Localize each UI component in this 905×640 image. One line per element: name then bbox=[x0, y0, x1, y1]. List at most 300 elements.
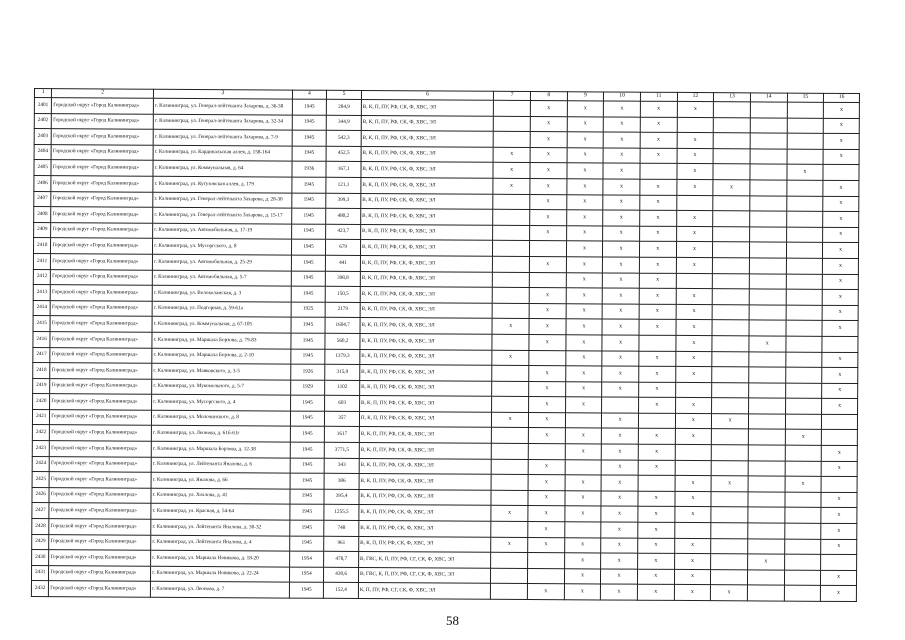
mark-cell-col-8: х bbox=[528, 475, 565, 491]
works-cell: К, П, ПУ, РФ, СГ, СК, Ф, ХВС, ЭЛ bbox=[358, 583, 490, 599]
mark-cell-col-16: х bbox=[823, 134, 859, 150]
mark-cell-col-8: х bbox=[529, 303, 566, 319]
mark-cell-col-12: х bbox=[674, 569, 711, 585]
row-number: 2415 bbox=[33, 316, 50, 332]
row-number: 2419 bbox=[33, 378, 50, 394]
mark-cell-col-9: х bbox=[567, 101, 604, 117]
mark-cell-col-7 bbox=[491, 475, 528, 491]
mark-cell-col-14 bbox=[747, 570, 784, 586]
mark-cell-col-8: х bbox=[529, 288, 566, 304]
mark-cell-col-14 bbox=[749, 367, 786, 383]
row-number: 2411 bbox=[33, 253, 50, 269]
district-cell: Городской округ «Город Калининград» bbox=[49, 534, 151, 550]
mark-cell-col-11: х bbox=[640, 101, 677, 117]
mark-cell-col-7: х bbox=[493, 147, 530, 163]
area-cell: 452,5 bbox=[326, 146, 361, 162]
mark-cell-col-15 bbox=[785, 352, 822, 368]
district-cell: Городской округ «Город Калининград» bbox=[49, 456, 151, 472]
mark-cell-col-14 bbox=[748, 538, 785, 554]
mark-cell-col-10: х bbox=[601, 569, 638, 585]
row-number: 2418 bbox=[33, 363, 50, 379]
district-cell: Городской округ «Город Калининград» bbox=[50, 363, 152, 379]
column-header-8: 8 bbox=[530, 92, 567, 101]
mark-cell-col-12: х bbox=[677, 164, 714, 180]
mark-cell-col-9: х bbox=[566, 303, 603, 319]
mark-cell-col-10: х bbox=[603, 163, 640, 179]
mark-cell-col-15 bbox=[786, 180, 823, 196]
mark-cell-col-15 bbox=[784, 570, 821, 586]
mark-cell-col-8: х bbox=[529, 397, 566, 413]
mark-cell-col-12 bbox=[675, 382, 712, 398]
area-cell: 441 bbox=[326, 255, 361, 271]
mark-cell-col-9: х bbox=[564, 553, 601, 569]
mark-cell-col-13 bbox=[713, 211, 750, 227]
mark-cell-col-13 bbox=[713, 258, 750, 274]
mark-cell-col-16: х bbox=[821, 523, 857, 539]
mark-cell-col-10: х bbox=[602, 335, 639, 351]
mark-cell-col-15 bbox=[785, 492, 822, 508]
column-header-11: 11 bbox=[640, 92, 677, 101]
mark-cell-col-11 bbox=[638, 413, 675, 429]
mark-cell-col-11: х bbox=[640, 195, 677, 211]
mark-cell-col-8: х bbox=[530, 194, 567, 210]
mark-cell-col-10: х bbox=[603, 210, 640, 226]
mark-cell-col-10: х bbox=[603, 257, 640, 273]
mark-cell-col-10: х bbox=[604, 117, 641, 133]
mark-cell-col-8: х bbox=[530, 225, 567, 241]
row-number: 2421 bbox=[32, 409, 49, 425]
mark-cell-col-12: х bbox=[675, 491, 712, 507]
mark-cell-col-12 bbox=[675, 444, 712, 460]
mark-cell-col-14 bbox=[750, 211, 787, 227]
mark-cell-col-9: х bbox=[565, 506, 602, 522]
column-header-15: 15 bbox=[787, 93, 824, 102]
mark-cell-col-15 bbox=[787, 149, 824, 165]
mark-cell-col-11: х bbox=[637, 569, 674, 585]
mark-cell-col-8: х bbox=[528, 522, 565, 538]
row-number: 2404 bbox=[34, 144, 51, 160]
address-cell: г. Калининград, ул. Лейтенанта Яналова, д. 6 bbox=[151, 457, 290, 473]
address-cell: г. Калининград, ул. Лейтенанта Яналова, д. 30-32 bbox=[151, 519, 290, 535]
mark-cell-col-15: х bbox=[785, 430, 822, 446]
mark-cell-col-12 bbox=[675, 460, 712, 476]
district-cell: Городской округ «Город Калининград» bbox=[50, 347, 152, 363]
mark-cell-col-13 bbox=[711, 569, 748, 585]
mark-cell-col-7: х bbox=[491, 506, 528, 522]
mark-cell-col-14 bbox=[748, 414, 785, 430]
mark-cell-col-15 bbox=[786, 196, 823, 212]
mark-cell-col-9: х bbox=[567, 179, 604, 195]
mark-cell-col-9: х bbox=[565, 444, 602, 460]
area-cell: 1255,5 bbox=[324, 505, 359, 521]
address-cell: г. Калининград, ул. Генерал-лейтенанта Захарова, д. 7-9 bbox=[153, 129, 292, 145]
mark-cell-col-9: х bbox=[566, 257, 603, 273]
year-cell: 1929 bbox=[290, 380, 325, 396]
address-cell: г. Калининград, ул. Молочинского, д. 8 bbox=[152, 410, 291, 426]
mark-cell-col-12: х bbox=[676, 289, 713, 305]
year-cell: 1945 bbox=[292, 115, 327, 131]
works-cell: В, К, П, ПУ, РФ, СК, Ф, ХВС, ЭЛ bbox=[361, 115, 493, 131]
column-header-1: 1 bbox=[34, 89, 51, 98]
mark-cell-col-14 bbox=[749, 258, 786, 274]
year-cell: 1945 bbox=[290, 473, 325, 489]
year-cell: 1945 bbox=[291, 271, 326, 287]
mark-cell-col-9: х bbox=[566, 194, 603, 210]
mark-cell-col-15 bbox=[785, 461, 822, 477]
works-cell: В, К, П, ПУ, РФ, СК, Ф, ХВС, ЭЛ bbox=[360, 302, 492, 318]
address-cell: г. Калининград, ул. Генерал-лейтенанта Захарова, д. 36-38 bbox=[154, 98, 293, 114]
mark-cell-col-11 bbox=[638, 475, 675, 491]
mark-cell-col-13 bbox=[713, 133, 750, 149]
mark-cell-col-10: х bbox=[602, 444, 639, 460]
mark-cell-col-13: х bbox=[711, 585, 748, 601]
mark-cell-col-15 bbox=[786, 242, 823, 258]
address-cell: г. Калининград, ул. Автомобильная, д. 17-19 bbox=[153, 223, 292, 239]
mark-cell-col-15 bbox=[787, 133, 824, 149]
mark-cell-col-11: х bbox=[638, 429, 675, 445]
mark-cell-col-7 bbox=[492, 428, 529, 444]
mark-cell-col-12: х bbox=[675, 413, 712, 429]
mark-cell-col-7 bbox=[493, 287, 530, 303]
mark-cell-col-9 bbox=[565, 413, 602, 429]
district-cell: Городской округ «Город Калининград» bbox=[50, 394, 152, 410]
mark-cell-col-9: х bbox=[565, 350, 602, 366]
mark-cell-col-8: х bbox=[530, 178, 567, 194]
works-cell: В, К, П, ПУ, РФ, СК, Ф, ХВС, ЭЛ bbox=[360, 255, 492, 271]
mark-cell-col-7 bbox=[493, 209, 530, 225]
mark-cell-col-7 bbox=[493, 194, 530, 210]
mark-cell-col-11: х bbox=[639, 288, 676, 304]
district-cell: Городской округ «Город Калининград» bbox=[50, 378, 152, 394]
mark-cell-col-10: х bbox=[602, 428, 639, 444]
mark-cell-col-10: х bbox=[601, 475, 638, 491]
mark-cell-col-12: х bbox=[674, 538, 711, 554]
mark-cell-col-12: х bbox=[676, 335, 713, 351]
mark-cell-col-11: х bbox=[638, 444, 675, 460]
mark-cell-col-7 bbox=[491, 553, 528, 569]
address-cell: г. Калининград, ул. Кардинальская аллея, д. 158-164 bbox=[153, 145, 292, 161]
mark-cell-col-16: х bbox=[822, 399, 858, 415]
mark-cell-col-15 bbox=[786, 274, 823, 290]
works-cell: В, К, П, ПУ, РФ, СК, Ф, ХВС, ЭЛ bbox=[360, 333, 492, 349]
mark-cell-col-7 bbox=[494, 116, 531, 132]
mark-cell-col-16 bbox=[822, 414, 858, 430]
mark-cell-col-13 bbox=[713, 226, 750, 242]
year-cell: 1945 bbox=[291, 286, 326, 302]
district-cell: Городской округ «Город Калининград» bbox=[49, 550, 151, 566]
works-cell: В, К, П, ПУ, РФ, СК, Ф, ХВС, ЭЛ bbox=[360, 287, 492, 303]
mark-cell-col-9: х bbox=[566, 288, 603, 304]
works-cell: В, К, П, ПУ, РФ, СК, Ф, ХВС, ЭЛ bbox=[360, 365, 492, 381]
mark-cell-col-8: х bbox=[529, 366, 566, 382]
mark-cell-col-7: х bbox=[492, 412, 529, 428]
mark-cell-col-7 bbox=[492, 303, 529, 319]
works-cell: В, К, П, ПУ, РФ, СК, Ф, ХВС, ЭЛ bbox=[359, 505, 491, 521]
district-cell: Городской округ «Город Калининград» bbox=[49, 503, 151, 519]
area-cell: 398,8 bbox=[326, 271, 361, 287]
row-number: 2427 bbox=[32, 503, 49, 519]
address-cell: г. Калининград, ул. Маршала Борзова, д. 79-83 bbox=[152, 332, 291, 348]
district-cell: Городской округ «Город Калининград» bbox=[51, 238, 153, 254]
address-cell: г. Калининград, ул. Хохлова, д. 41 bbox=[151, 488, 290, 504]
mark-cell-col-16: х bbox=[822, 367, 858, 383]
column-header-16: 16 bbox=[824, 93, 860, 102]
mark-cell-col-9: х bbox=[566, 241, 603, 257]
works-cell: В, К, П, ПУ, РФ, СК, Ф, ХВС, ЭЛ bbox=[361, 146, 493, 162]
mark-cell-col-7 bbox=[493, 256, 530, 272]
mark-cell-col-8 bbox=[529, 241, 566, 257]
mark-cell-col-14 bbox=[750, 180, 787, 196]
mark-cell-col-14 bbox=[749, 227, 786, 243]
works-cell: В, К, П, ПУ, РФ, СК, Ф, ХВС, ЭЛ bbox=[359, 458, 491, 474]
row-number: 2401 bbox=[34, 98, 51, 114]
mark-cell-col-7 bbox=[492, 397, 529, 413]
year-cell: 1945 bbox=[289, 582, 324, 598]
mark-cell-col-14 bbox=[749, 289, 786, 305]
area-cell: 423,7 bbox=[326, 224, 361, 240]
mark-cell-col-12 bbox=[677, 117, 714, 133]
address-cell: г. Калининград, ул. Яналова, д. 66 bbox=[151, 472, 290, 488]
mark-cell-col-8: х bbox=[528, 490, 565, 506]
district-cell: Городской округ «Город Калининград» bbox=[51, 222, 153, 238]
address-cell: г. Калининград, ул. Маршала Борзова, д. 12-38 bbox=[151, 441, 290, 457]
mark-cell-col-12: х bbox=[675, 351, 712, 367]
mark-cell-col-11: х bbox=[638, 460, 675, 476]
mark-cell-col-12: х bbox=[675, 476, 712, 492]
works-cell: В, К, П, ПУ, РФ, СК, Ф, ХВС, ЭЛ bbox=[359, 396, 491, 412]
page-number: 58 bbox=[446, 613, 459, 628]
mark-cell-col-10: х bbox=[601, 553, 638, 569]
area-cell: 344,9 bbox=[327, 115, 362, 131]
mark-cell-col-14 bbox=[750, 149, 787, 165]
mark-cell-col-10: х bbox=[601, 460, 638, 476]
mark-cell-col-7 bbox=[493, 241, 530, 257]
mark-cell-col-13 bbox=[711, 460, 748, 476]
year-cell: 1945 bbox=[291, 193, 326, 209]
year-cell: 1945 bbox=[290, 349, 325, 365]
district-cell: Городской округ «Город Калининград» bbox=[49, 581, 151, 597]
mark-cell-col-13 bbox=[712, 429, 749, 445]
mark-cell-col-15 bbox=[785, 336, 822, 352]
mark-cell-col-11: х bbox=[639, 382, 676, 398]
column-header-10: 10 bbox=[604, 92, 641, 101]
mark-cell-col-8: х bbox=[527, 584, 564, 600]
works-cell: В, К, П, ПУ, РФ, СК, Ф, ХВС, ЭЛ bbox=[360, 318, 492, 334]
mark-cell-col-10: х bbox=[603, 132, 640, 148]
address-cell: г. Калининград, ул. Маршала Новикова, д. 22-24 bbox=[151, 566, 290, 582]
mark-cell-col-11: х bbox=[638, 397, 675, 413]
mark-cell-col-16: х bbox=[823, 149, 859, 165]
mark-cell-col-9: х bbox=[566, 210, 603, 226]
mark-cell-col-11: х bbox=[640, 148, 677, 164]
mark-cell-col-7 bbox=[491, 521, 528, 537]
works-cell: В, К, П, ПУ, РФ, СК, Ф, ХВС, ЭЛ bbox=[359, 536, 491, 552]
year-cell: 1945 bbox=[292, 177, 327, 193]
district-cell: Городской округ «Город Калининград» bbox=[49, 565, 151, 581]
mark-cell-col-15 bbox=[786, 258, 823, 274]
mark-cell-col-14 bbox=[749, 383, 786, 399]
address-cell: г. Калининград, ул. Коммунальная, д. 64 bbox=[153, 161, 292, 177]
mark-cell-col-13 bbox=[714, 102, 751, 118]
mark-cell-col-9: х bbox=[567, 116, 604, 132]
year-cell: 1945 bbox=[291, 333, 326, 349]
mark-cell-col-10: х bbox=[603, 226, 640, 242]
mark-cell-col-8: х bbox=[529, 256, 566, 272]
mark-cell-col-8 bbox=[528, 444, 565, 460]
year-cell: 1945 bbox=[290, 427, 325, 443]
mark-cell-col-12: х bbox=[676, 257, 713, 273]
works-cell: В, К, П, ПУ, РФ, СК, Ф, ХВС, ЭЛ bbox=[361, 209, 493, 225]
mark-cell-col-16: х bbox=[821, 445, 857, 461]
mark-cell-col-7 bbox=[491, 490, 528, 506]
mark-cell-col-12 bbox=[674, 522, 711, 538]
mark-cell-col-10: х bbox=[602, 413, 639, 429]
mark-cell-col-15 bbox=[787, 102, 824, 118]
mark-cell-col-7: х bbox=[493, 163, 530, 179]
mark-cell-col-13: х bbox=[711, 476, 748, 492]
row-number: 2408 bbox=[34, 207, 51, 223]
mark-cell-col-12: х bbox=[676, 320, 713, 336]
district-cell: Городской округ «Город Калининград» bbox=[49, 519, 151, 535]
mark-cell-col-11: х bbox=[639, 320, 676, 336]
row-number: 2414 bbox=[33, 300, 50, 316]
mark-cell-col-8: х bbox=[528, 412, 565, 428]
area-cell: 2179 bbox=[325, 302, 360, 318]
area-cell: 603 bbox=[325, 396, 360, 412]
mark-cell-col-10: х bbox=[601, 522, 638, 538]
mark-cell-col-14 bbox=[748, 476, 785, 492]
mark-cell-col-9: х bbox=[564, 537, 601, 553]
mark-cell-col-8 bbox=[528, 553, 565, 569]
mark-cell-col-16: х bbox=[823, 258, 859, 274]
mark-cell-col-12: х bbox=[677, 148, 714, 164]
mark-cell-col-12: х bbox=[676, 304, 713, 320]
mark-cell-col-13 bbox=[712, 304, 749, 320]
mark-cell-col-13 bbox=[711, 507, 748, 523]
column-header-9: 9 bbox=[567, 92, 604, 101]
mark-cell-col-15 bbox=[784, 508, 821, 524]
row-number: 2416 bbox=[33, 331, 50, 347]
mark-cell-col-12 bbox=[676, 273, 713, 289]
area-cell: 480,2 bbox=[326, 208, 361, 224]
row-number: 2422 bbox=[32, 425, 49, 441]
mark-cell-col-9: х bbox=[566, 272, 603, 288]
mark-cell-col-8: х bbox=[530, 101, 567, 117]
district-cell: Городской округ «Город Калининград» bbox=[51, 207, 153, 223]
year-cell: 1945 bbox=[290, 458, 325, 474]
mark-cell-col-9: х bbox=[565, 397, 602, 413]
mark-cell-col-10: х bbox=[602, 288, 639, 304]
address-cell: г. Калининград, ул. Автомобильная, д. 25-29 bbox=[153, 254, 292, 270]
mark-cell-col-9: х bbox=[567, 163, 604, 179]
mark-cell-col-16: х bbox=[821, 586, 857, 602]
address-cell: г. Калининград, ул. Кутузовская аллея, д. 179 bbox=[153, 176, 292, 192]
mark-cell-col-9: х bbox=[565, 428, 602, 444]
mark-cell-col-7: х bbox=[492, 350, 529, 366]
mark-cell-col-13 bbox=[712, 320, 749, 336]
mark-cell-col-11 bbox=[639, 335, 676, 351]
row-number: 2424 bbox=[32, 456, 49, 472]
area-cell: 1604,7 bbox=[325, 318, 360, 334]
mark-cell-col-13: х bbox=[713, 180, 750, 196]
year-cell: 1945 bbox=[290, 505, 325, 521]
works-cell: В, ГВС, К, П, ПУ, РФ, СГ, СК, Ф, ХВС, ЭЛ bbox=[359, 552, 491, 568]
mark-cell-col-13 bbox=[712, 336, 749, 352]
works-cell: В, К, П, ПУ, РФ, СК, Ф, ХВС, ЭЛ bbox=[360, 380, 492, 396]
mark-cell-col-16: х bbox=[822, 289, 858, 305]
row-number: 2432 bbox=[31, 581, 48, 597]
mark-cell-col-7 bbox=[492, 365, 529, 381]
year-cell: 1945 bbox=[290, 489, 325, 505]
district-cell: Городской округ «Город Калининград» bbox=[49, 487, 151, 503]
mark-cell-col-7 bbox=[492, 334, 529, 350]
mark-cell-col-13 bbox=[711, 554, 748, 570]
mark-cell-col-9: х bbox=[565, 366, 602, 382]
mark-cell-col-16: х bbox=[821, 539, 857, 555]
mark-cell-col-15 bbox=[786, 320, 823, 336]
mark-cell-col-16: х bbox=[823, 243, 859, 259]
address-cell: г. Калининград, ул. Лейтенанта Яналова, д. 4 bbox=[151, 535, 290, 551]
mark-cell-col-13 bbox=[712, 289, 749, 305]
area-cell: 284,9 bbox=[327, 99, 362, 115]
district-cell: Городской округ «Город Калининград» bbox=[49, 472, 151, 488]
register-table bbox=[31, 88, 860, 602]
year-cell: 1945 bbox=[290, 411, 325, 427]
mark-cell-col-8: х bbox=[530, 116, 567, 132]
mark-cell-col-15 bbox=[784, 585, 821, 601]
mark-cell-col-13 bbox=[712, 398, 749, 414]
row-number: 2420 bbox=[33, 394, 50, 410]
area-cell: 315,9 bbox=[325, 364, 360, 380]
mark-cell-col-9: х bbox=[565, 475, 602, 491]
district-cell: Городской округ «Город Калининград» bbox=[50, 409, 152, 425]
mark-cell-col-16: х bbox=[821, 492, 857, 508]
mark-cell-col-7 bbox=[491, 584, 528, 600]
mark-cell-col-8: х bbox=[529, 319, 566, 335]
mark-cell-col-13 bbox=[711, 523, 748, 539]
mark-cell-col-15 bbox=[784, 539, 821, 555]
mark-cell-col-10: х bbox=[601, 584, 638, 600]
mark-cell-col-7 bbox=[491, 459, 528, 475]
year-cell: 1954 bbox=[289, 567, 324, 583]
mark-cell-col-8 bbox=[529, 272, 566, 288]
mark-cell-col-12: х bbox=[677, 133, 714, 149]
mark-cell-col-15 bbox=[785, 445, 822, 461]
mark-cell-col-8: х bbox=[528, 459, 565, 475]
mark-cell-col-12: х bbox=[674, 585, 711, 601]
works-cell: В, К, П, ПУ, РФ, СК, Ф, ХВС, ЭЛ bbox=[361, 131, 493, 147]
mark-cell-col-16: х bbox=[821, 570, 857, 586]
mark-cell-col-10: х bbox=[603, 241, 640, 257]
mark-cell-col-10: х bbox=[601, 506, 638, 522]
mark-cell-col-7: х bbox=[491, 537, 528, 553]
mark-cell-col-13 bbox=[713, 195, 750, 211]
mark-cell-col-14 bbox=[748, 429, 785, 445]
mark-cell-col-12: х bbox=[674, 554, 711, 570]
mark-cell-col-15: х bbox=[785, 476, 822, 492]
year-cell: 1925 bbox=[291, 302, 326, 318]
mark-cell-col-10: х bbox=[603, 148, 640, 164]
address-cell: г. Калининград, ул. Генерал-лейтенанта Захарова, д. 28-30 bbox=[153, 192, 292, 208]
mark-cell-col-9: х bbox=[564, 569, 601, 585]
mark-cell-col-14 bbox=[748, 507, 785, 523]
mark-cell-col-16: х bbox=[822, 383, 858, 399]
column-header-4: 4 bbox=[292, 90, 327, 99]
mark-cell-col-11 bbox=[640, 164, 677, 180]
column-header-2: 2 bbox=[52, 89, 154, 99]
mark-cell-col-10: х bbox=[602, 350, 639, 366]
mark-cell-col-13 bbox=[711, 538, 748, 554]
